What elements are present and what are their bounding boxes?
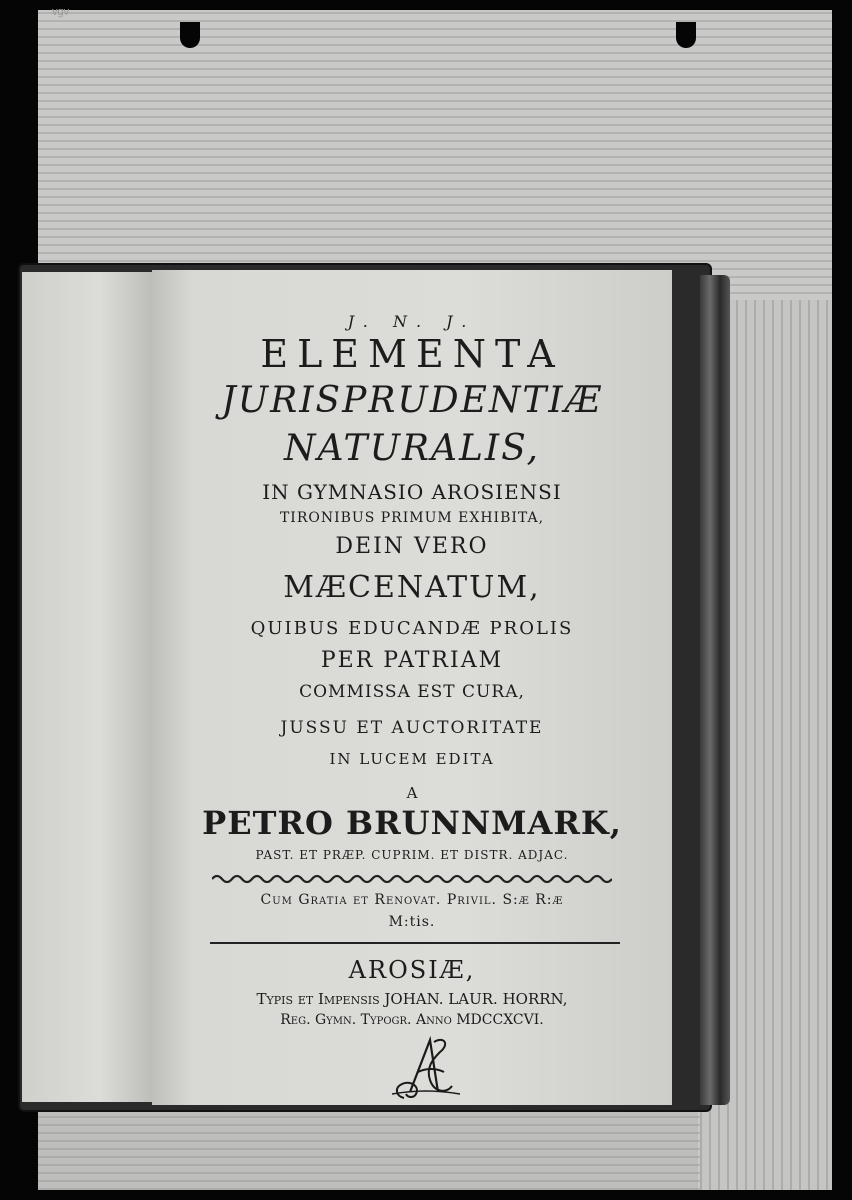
imprint-place: AROSIÆ, — [348, 956, 476, 984]
title-line-2: JURISPRUDENTIÆ — [221, 380, 603, 421]
subtitle-a: A — [406, 784, 418, 802]
subtitle-maecenatum: MÆCENATUM, — [283, 570, 541, 605]
privilege-line-2: M:tis. — [388, 914, 436, 930]
privilege-line: Cum Gratia et Renovat. Privil. S:æ R:æ — [260, 892, 564, 908]
book-edge — [700, 275, 730, 1105]
title-page — [152, 270, 672, 1105]
title-line-1: ELEMENTA — [260, 332, 564, 376]
imprint-year: Reg. Gymn. Typogr. Anno MDCCXCVI. — [280, 1012, 544, 1028]
film-mark: vgv — [52, 6, 70, 18]
subtitle-per-patriam: PER PATRIAM — [320, 648, 504, 673]
flyleaf-page — [22, 272, 152, 1102]
punch-hole — [180, 22, 200, 48]
author-titles: PAST. ET PRÆP. CUPRIM. ET DISTR. ADJAC. — [255, 848, 569, 862]
initials: J. N. J. — [347, 312, 477, 331]
subtitle-commissa: COMMISSA EST CURA, — [299, 682, 525, 702]
author-name: PETRO BRUNNMARK, — [202, 804, 622, 842]
wavy-divider — [212, 872, 612, 886]
rule-divider — [210, 942, 620, 944]
subtitle-dein: DEIN VERO — [335, 534, 489, 559]
subtitle-lucem: IN LUCEM EDITA — [329, 750, 495, 768]
title-line-3: NATURALIS, — [284, 428, 540, 469]
subtitle-jussu: JUSSU ET AUCTORITATE — [280, 718, 544, 738]
subtitle-gymnasio: IN GYMNASIO AROSIENSI — [262, 480, 562, 504]
punch-hole — [676, 22, 696, 48]
newspaper-bottom-strip — [38, 1110, 698, 1190]
handwritten-monogram — [386, 1032, 466, 1104]
subtitle-quibus: QUIBUS EDUCANDÆ PROLIS — [250, 618, 574, 639]
subtitle-tironibus: TIRONIBUS PRIMUM EXHIBITA, — [279, 510, 545, 526]
imprint-printer: Typis et Impensis JOHAN. LAUR. HORRN, — [256, 990, 568, 1008]
